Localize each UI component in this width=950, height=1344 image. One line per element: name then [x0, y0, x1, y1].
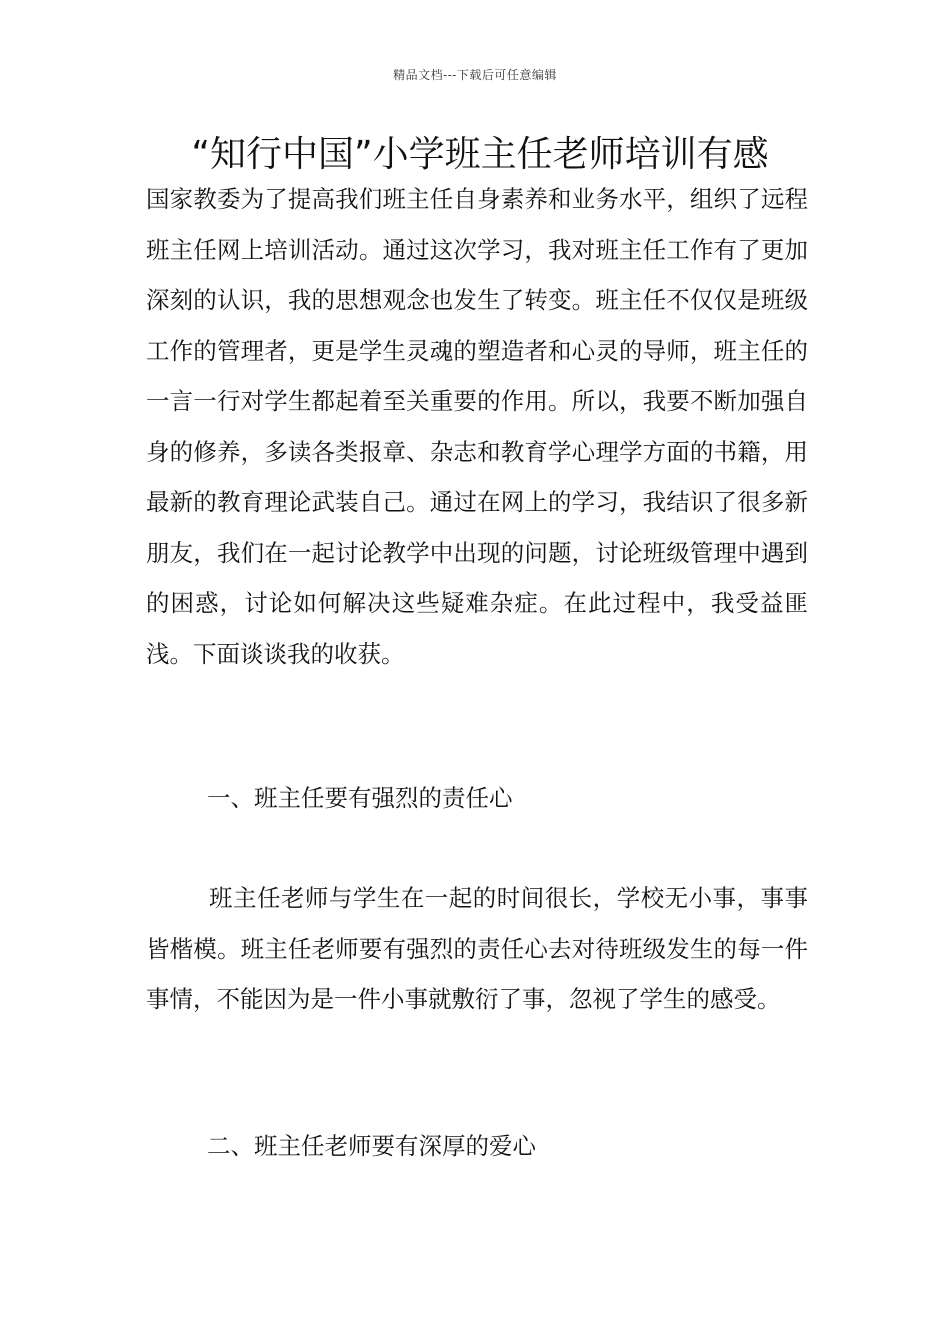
section-1-paragraph: 班主任老师与学生在一起的时间很长，学校无小事，事事皆楷模。班主任老师要有强烈的责任心去对待班级发生的每一件事情，不能因为是一件小事就敷衍了事，忽视了学生的感受。: [146, 884, 808, 1013]
document-title: “知行中国”小学班主任老师培训有感: [191, 134, 769, 175]
page-header-note: 精品文档---下载后可任意编辑: [393, 68, 557, 82]
intro-paragraph: 国家教委为了提高我们班主任自身素养和业务水平，组织了远程班主任网上培训活动。通过这次学习，我对班主任工作有了更加深刻的认识，我的思想观念也发生了转变。班主任不仅仅是班级工作的管理者，更是学生灵魂的塑造者和心灵的导师，班主任的一言一行对学生都起着至关重要的作用。所以，我要不断加强自身的修养，多读各类报章、杂志和教育学心理学方面的书籍，用最新的教育理论武装自己。通过在网上的学习，我结识了很多新朋友，我们在一起讨论教学中出现的问题，讨论班级管理中遇到的困惑，讨论如何解决这些疑难杂症。在此过程中，我受益匪浅。下面谈谈我的收获。: [146, 185, 808, 668]
section-heading-1: 一、班主任要有强烈的责任心: [207, 784, 513, 812]
section-heading-2: 二、班主任老师要有深厚的爱心: [207, 1132, 536, 1160]
